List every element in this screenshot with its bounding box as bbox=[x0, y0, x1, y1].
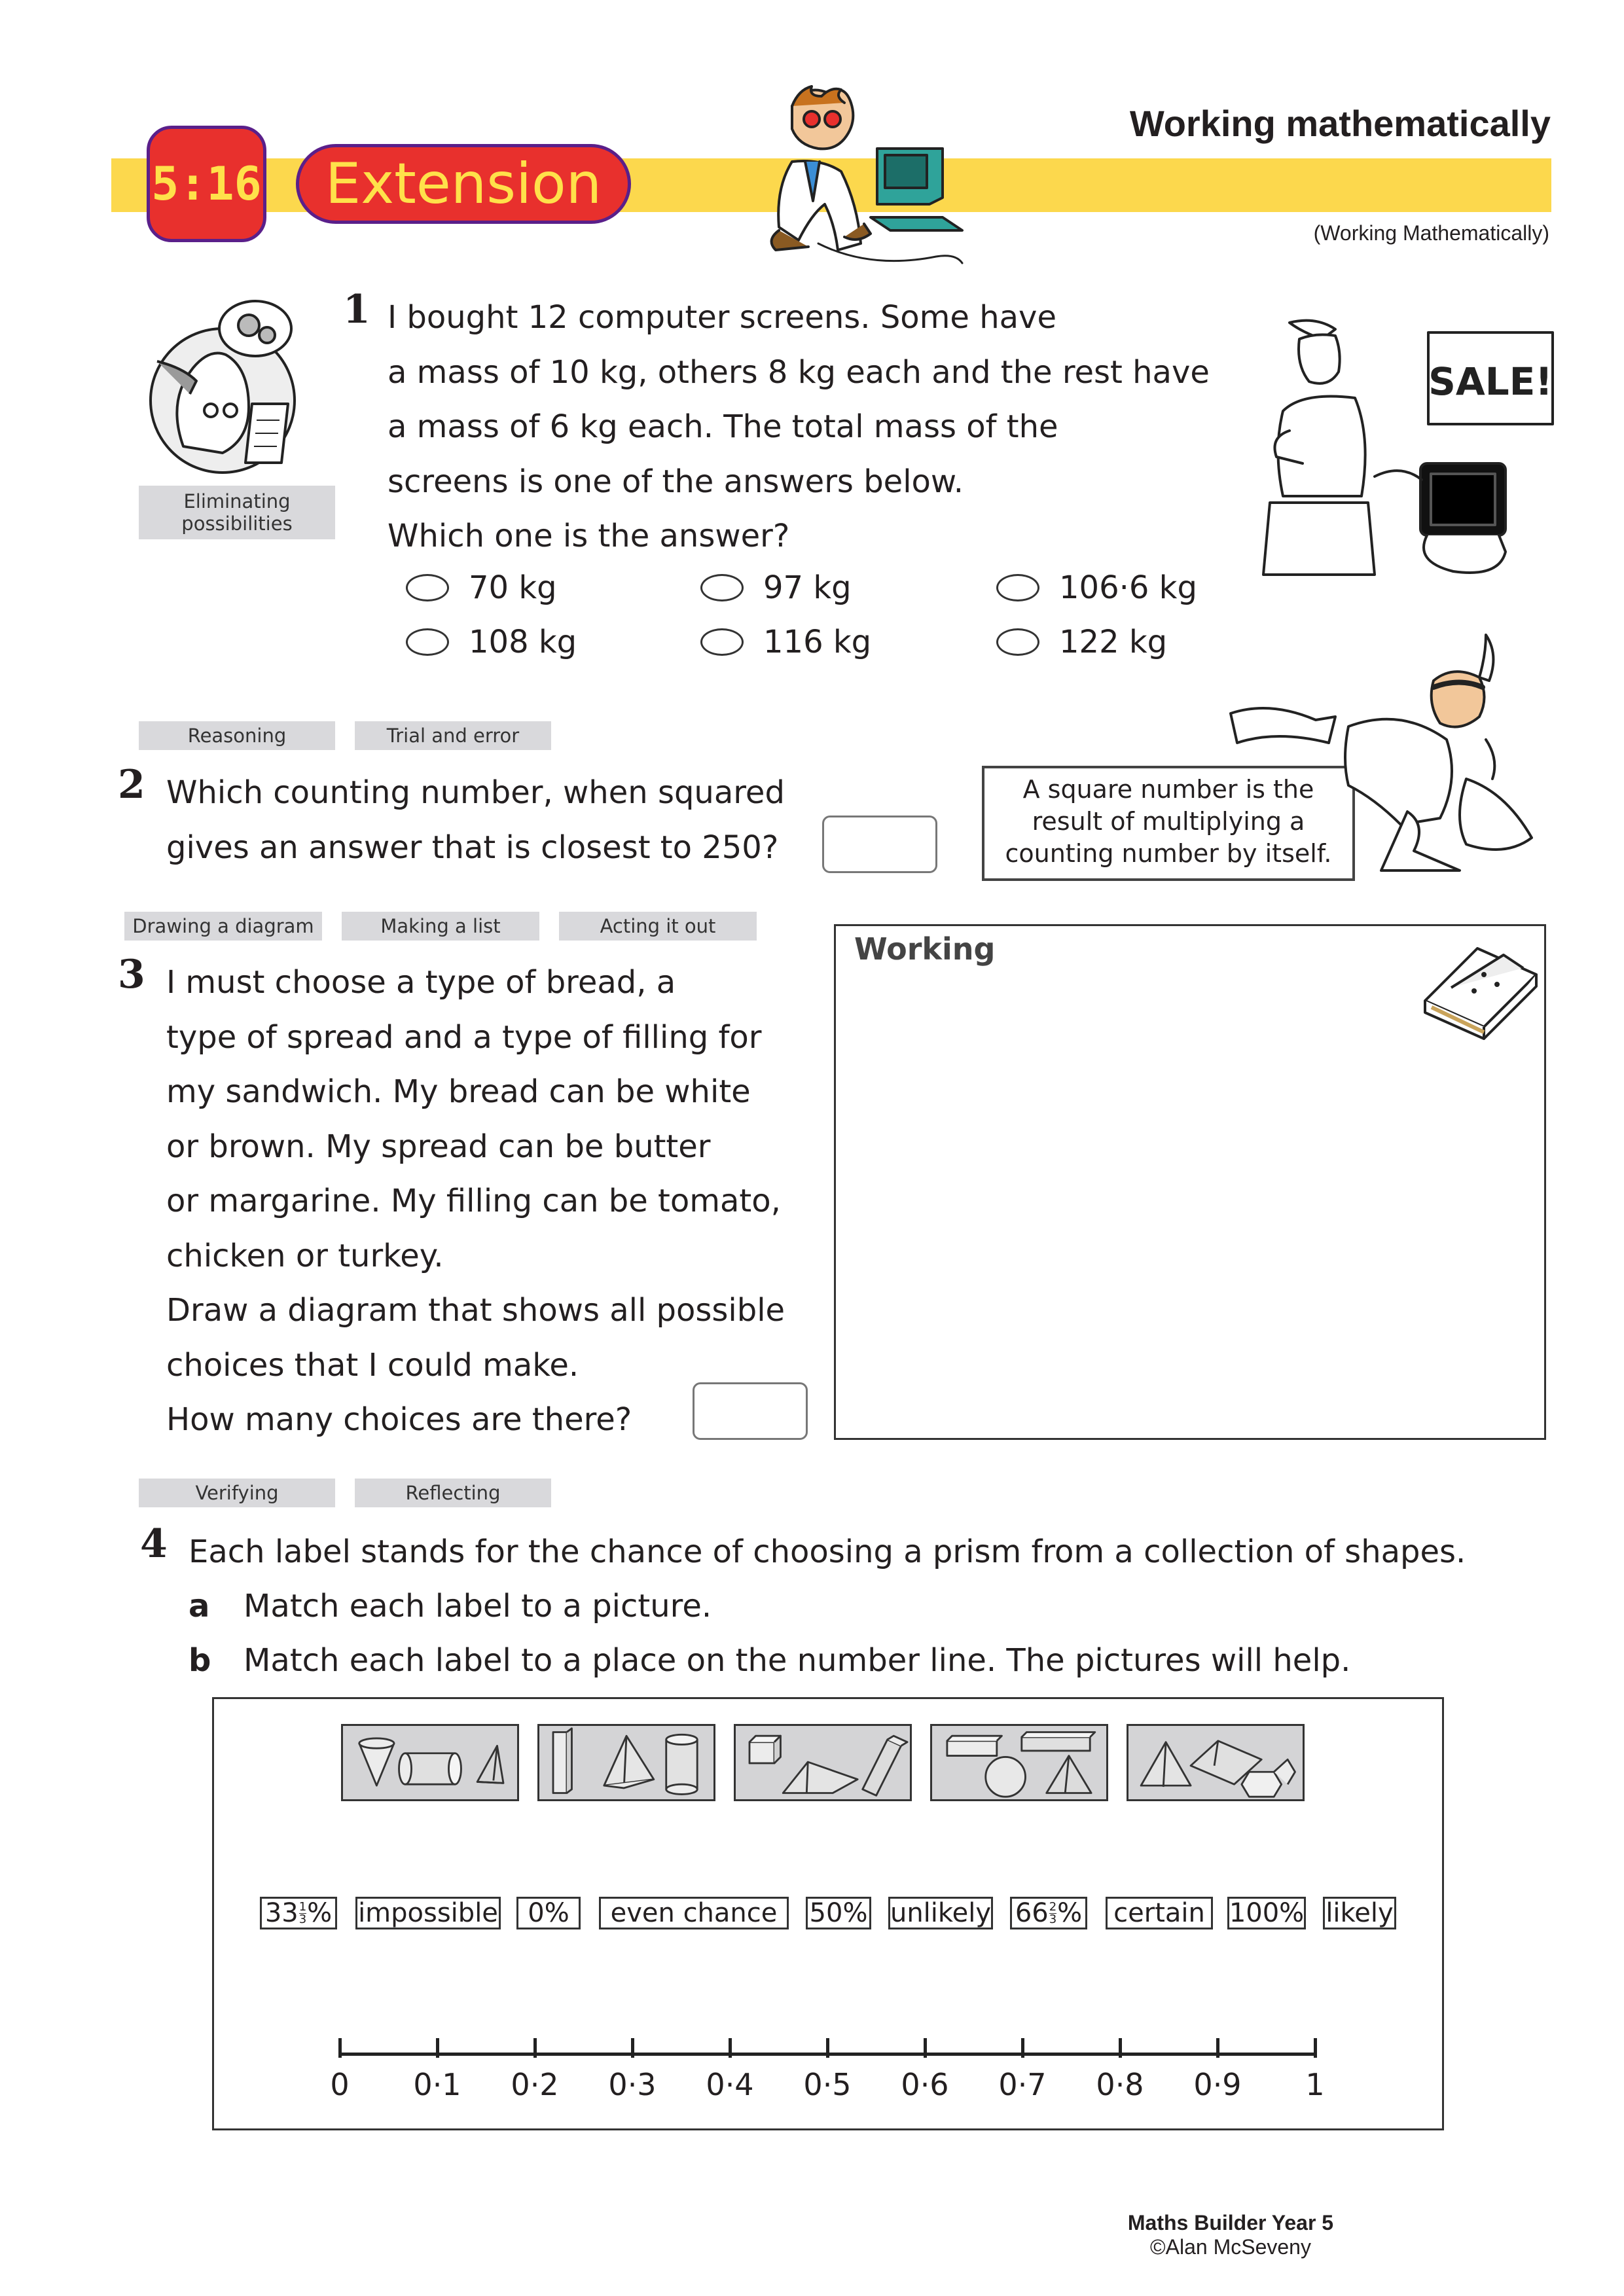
answer-bubble[interactable] bbox=[406, 628, 449, 656]
tag-line: Eliminating bbox=[183, 490, 291, 512]
part-text: Match each label to a place on the number line. The pictures will help. bbox=[244, 1642, 1351, 1679]
option-108kg[interactable] bbox=[406, 624, 577, 660]
option-label: 97 kg bbox=[763, 569, 852, 606]
question-3-text bbox=[166, 956, 785, 1448]
number-line-tick[interactable] bbox=[533, 2038, 537, 2058]
number-line-label: 0 bbox=[330, 2067, 350, 2102]
note-line: result of multiplying a bbox=[1032, 807, 1305, 836]
text-line: Draw a diagram that shows all possible bbox=[166, 1292, 785, 1329]
boy-computer-illustration bbox=[746, 80, 982, 276]
option-label: 70 kg bbox=[469, 569, 557, 606]
text-line: chicken or turkey. bbox=[166, 1237, 444, 1274]
text-line: my sandwich. My bread can be white bbox=[166, 1073, 751, 1110]
number-line bbox=[214, 1699, 1442, 2128]
strand-title: Working mathematically bbox=[1129, 103, 1551, 144]
part-text: Match each label to a picture. bbox=[244, 1588, 712, 1624]
label-suffix: % bbox=[307, 1898, 333, 1928]
text-line: or margarine. My filling can be tomato, bbox=[166, 1183, 781, 1219]
number-line-label: 0·6 bbox=[901, 2067, 949, 2102]
part-letter: b bbox=[189, 1642, 211, 1679]
working-area[interactable] bbox=[834, 924, 1546, 1440]
question-number-3: 3 bbox=[118, 952, 145, 997]
strategy-tag-reasoning: Reasoning bbox=[139, 721, 335, 750]
number-line-tick[interactable] bbox=[1314, 2038, 1317, 2058]
question-number-1: 1 bbox=[343, 287, 370, 332]
number-line-tick[interactable] bbox=[1216, 2038, 1219, 2058]
label-whole: 33 bbox=[264, 1898, 298, 1928]
numerator: 1 bbox=[298, 1899, 307, 1914]
label-even-chance[interactable]: even chance bbox=[599, 1897, 789, 1929]
kneeling-character-illustration bbox=[1218, 628, 1584, 890]
text-line: choices that I could make. bbox=[166, 1346, 579, 1384]
option-97kg[interactable] bbox=[700, 569, 852, 606]
q2-answer-box[interactable] bbox=[822, 816, 937, 873]
question-4-intro: Each label stands for the chance of choosing a prism from a collection of shapes. bbox=[189, 1534, 1466, 1570]
strategy-tag-eliminating-possibilities bbox=[139, 486, 335, 539]
book-title: Maths Builder Year 5 bbox=[1127, 2211, 1334, 2234]
label-impossible[interactable]: impossible bbox=[355, 1897, 501, 1929]
note-line: A square number is the bbox=[1022, 775, 1314, 804]
part-letter: a bbox=[189, 1588, 210, 1624]
number-line-tick[interactable] bbox=[924, 2038, 927, 2058]
strategy-tag-reflecting: Reflecting bbox=[355, 1479, 551, 1507]
text-line: Which one is the answer? bbox=[388, 518, 790, 554]
working-title: Working bbox=[854, 931, 996, 967]
numerator: 2 bbox=[1049, 1899, 1057, 1914]
answer-bubble[interactable] bbox=[996, 628, 1039, 656]
number-line-tick[interactable] bbox=[1119, 2038, 1122, 2058]
number-line-tick[interactable] bbox=[1021, 2038, 1024, 2058]
text-line: Which counting number, when squared bbox=[166, 774, 785, 811]
question-2-text bbox=[166, 766, 785, 875]
question-4-part-b bbox=[189, 1634, 1350, 1689]
number-line-tick[interactable] bbox=[338, 2038, 342, 2058]
option-label: 108 kg bbox=[469, 624, 577, 660]
denominator: 3 bbox=[1049, 1912, 1057, 1926]
tag-line: possibilities bbox=[181, 512, 293, 535]
label-100-percent[interactable]: 100% bbox=[1227, 1897, 1306, 1929]
number-line-label: 0·8 bbox=[1096, 2067, 1144, 2102]
question-number-2: 2 bbox=[118, 762, 145, 808]
answer-bubble[interactable] bbox=[700, 628, 744, 656]
thinking-creature-illustration bbox=[144, 289, 321, 486]
strategy-tag-trial-and-error: Trial and error bbox=[355, 721, 551, 750]
text-line: type of spread and a type of filling for bbox=[166, 1018, 762, 1056]
sandwich-icon bbox=[1412, 935, 1543, 1040]
strategy-tag-making-a-list: Making a list bbox=[342, 912, 539, 941]
text-line: I must choose a type of bread, a bbox=[166, 964, 676, 1001]
note-line: counting number by itself. bbox=[1005, 839, 1332, 868]
text-line: or brown. My spread can be butter bbox=[166, 1128, 711, 1165]
strategy-tag-verifying: Verifying bbox=[139, 1479, 335, 1507]
option-70kg[interactable] bbox=[406, 569, 557, 606]
label-suffix: % bbox=[1057, 1898, 1083, 1928]
strategy-tag-acting-it-out: Acting it out bbox=[559, 912, 757, 941]
strategy-tag-drawing-a-diagram: Drawing a diagram bbox=[124, 912, 322, 941]
q4-activity-panel bbox=[212, 1697, 1444, 2130]
answer-bubble[interactable] bbox=[996, 574, 1039, 601]
option-116kg[interactable] bbox=[700, 624, 871, 660]
option-106-6kg[interactable] bbox=[996, 569, 1197, 606]
label-0-percent[interactable]: 0% bbox=[516, 1897, 581, 1929]
question-number-4: 4 bbox=[140, 1521, 168, 1567]
number-line-label: 0·9 bbox=[1193, 2067, 1242, 2102]
label-unlikely[interactable]: unlikely bbox=[888, 1897, 993, 1929]
question-1-text bbox=[388, 291, 1210, 564]
number-line-label: 0·1 bbox=[413, 2067, 461, 2102]
option-label: 122 kg bbox=[1059, 624, 1168, 660]
sale-sign-text: SALE! bbox=[1428, 359, 1553, 404]
number-line-label: 0·5 bbox=[803, 2067, 852, 2102]
answer-bubble[interactable] bbox=[700, 574, 744, 601]
text-line: a mass of 6 kg each. The total mass of the bbox=[388, 408, 1058, 445]
section-title-badge: Extension bbox=[296, 144, 631, 224]
number-line-label: 0·3 bbox=[608, 2067, 657, 2102]
copyright: ©Alan McSeveny bbox=[1150, 2235, 1311, 2259]
label-likely[interactable]: likely bbox=[1323, 1897, 1396, 1929]
text-line: a mass of 10 kg, others 8 kg each and the rest have bbox=[388, 353, 1210, 391]
option-122kg[interactable] bbox=[996, 624, 1167, 660]
section-number-badge: 5:16 bbox=[147, 126, 266, 242]
denominator: 3 bbox=[298, 1912, 307, 1926]
text-line: I bought 12 computer screens. Some have bbox=[388, 299, 1056, 336]
answer-bubble[interactable] bbox=[406, 574, 449, 601]
label-50-percent[interactable]: 50% bbox=[806, 1897, 871, 1929]
number-line-tick[interactable] bbox=[631, 2038, 634, 2058]
text-line: gives an answer that is closest to 250? bbox=[166, 829, 779, 866]
option-label: 106·6 kg bbox=[1059, 569, 1197, 606]
number-line-label: 1 bbox=[1305, 2067, 1325, 2102]
text-line: How many choices are there? bbox=[166, 1401, 632, 1438]
question-4-part-a bbox=[189, 1579, 712, 1634]
q3-answer-box[interactable] bbox=[693, 1382, 808, 1440]
number-line-tick[interactable] bbox=[826, 2038, 829, 2058]
footer bbox=[1074, 2211, 1388, 2259]
label-whole: 66 bbox=[1015, 1898, 1049, 1928]
number-line-label: 0·2 bbox=[511, 2067, 559, 2102]
strand-subtitle: (Working Mathematically) bbox=[1313, 221, 1549, 245]
number-line-tick[interactable] bbox=[436, 2038, 439, 2058]
number-line-tick[interactable] bbox=[729, 2038, 732, 2058]
salesman-illustration bbox=[1244, 313, 1558, 607]
label-certain[interactable]: certain bbox=[1106, 1897, 1213, 1929]
number-line-label: 0·7 bbox=[998, 2067, 1047, 2102]
text-line: screens is one of the answers below. bbox=[388, 463, 964, 500]
number-line-label: 0·4 bbox=[706, 2067, 754, 2102]
option-label: 116 kg bbox=[763, 624, 872, 660]
